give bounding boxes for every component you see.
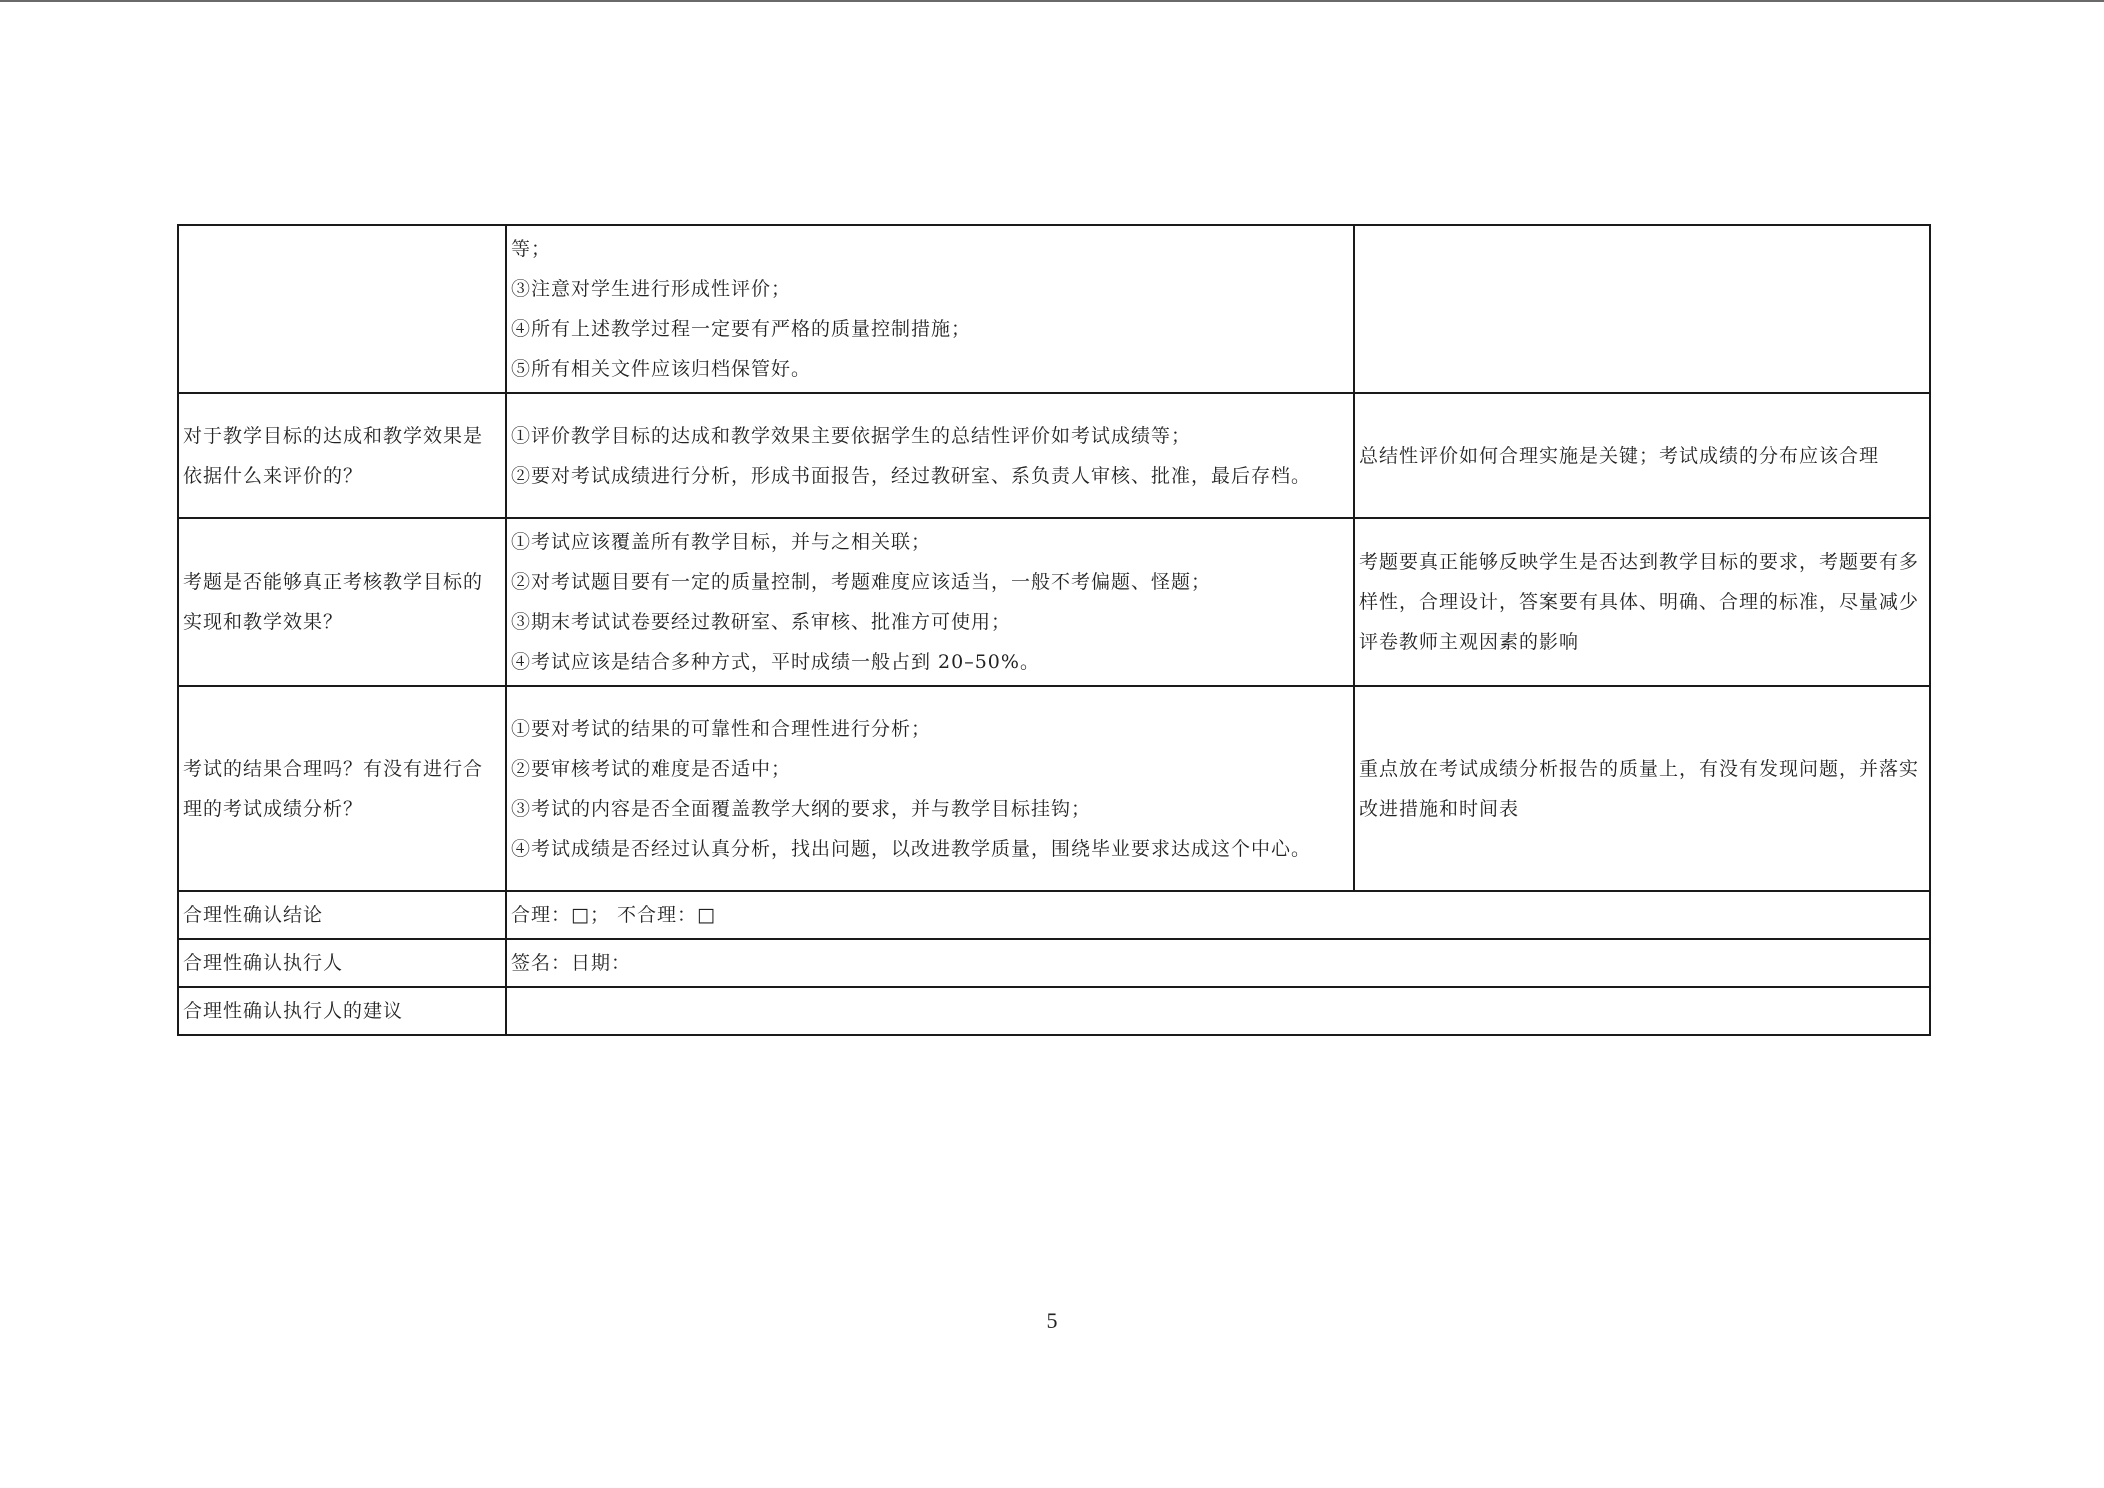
requirements-cell — [506, 393, 1354, 518]
conclusion-label: 合理性确认结论 — [178, 891, 506, 939]
conclusion-row — [178, 891, 1930, 939]
executor-signature-date: 签名：日期： — [506, 939, 1930, 987]
requirement-line: ⑤所有相关文件应该归档保管好。 — [511, 358, 812, 380]
evaluation-table — [177, 224, 1931, 1036]
executor-row — [178, 939, 1930, 987]
requirement-line: ①要对考试的结果的可靠性和合理性进行分析； — [511, 717, 932, 740]
requirement-line: ④考试成绩是否经过认真分析，找出问题，以改进教学质量，围绕毕业要求达成这个中心。 — [511, 837, 1312, 860]
table-row — [178, 518, 1930, 686]
focus-cell: 重点放在考试成绩分析报告的质量上，有没有发现问题，并落实改进措施和时间表 — [1354, 686, 1930, 891]
requirement-line: ③期末考试试卷要经过教研室、系审核、批准方可使用； — [511, 611, 1012, 633]
conclusion-value: 合理：□； 不合理：□ — [506, 891, 1930, 939]
requirement-line: ④考试应该是结合多种方式，平时成绩一般占到 20–50%。 — [511, 651, 1040, 673]
page-top-border — [0, 0, 2104, 2]
requirement-line: ④所有上述教学过程一定要有严格的质量控制措施； — [511, 318, 972, 340]
focus-cell: 考题要真正能够反映学生是否达到教学目标的要求，考题要有多样性，合理设计，答案要有具体、明确、合理的标准，尽量减少评卷教师主观因素的影响 — [1354, 518, 1930, 686]
executor-label: 合理性确认执行人 — [178, 939, 506, 987]
requirements-cell — [506, 225, 1354, 393]
focus-cell: 总结性评价如何合理实施是关键；考试成绩的分布应该合理 — [1354, 393, 1930, 518]
table-row — [178, 225, 1930, 393]
question-cell: 考试的结果合理吗？有没有进行合理的考试成绩分析？ — [178, 686, 506, 891]
table-row — [178, 686, 1930, 891]
suggestion-label: 合理性确认执行人的建议 — [178, 987, 506, 1035]
question-cell: 对于教学目标的达成和教学效果是依据什么来评价的？ — [178, 393, 506, 518]
suggestion-row — [178, 987, 1930, 1035]
requirement-line: ②要对考试成绩进行分析，形成书面报告，经过教研室、系负责人审核、批准，最后存档。 — [511, 464, 1312, 487]
table-row — [178, 393, 1930, 518]
page-number: 5 — [1046, 1308, 1058, 1333]
requirements-cell — [506, 518, 1354, 686]
requirement-line: ②要审核考试的难度是否适中； — [511, 757, 792, 780]
suggestion-value — [506, 987, 1930, 1035]
requirement-line: ①评价教学目标的达成和教学效果主要依据学生的总结性评价如考试成绩等； — [511, 424, 1192, 447]
requirement-line: ②对考试题目要有一定的质量控制，考题难度应该适当，一般不考偏题、怪题； — [511, 571, 1212, 593]
requirement-line: ③考试的内容是否全面覆盖教学大纲的要求，并与教学目标挂钩； — [511, 797, 1092, 820]
question-cell — [178, 225, 506, 393]
requirement-line: 等； — [511, 238, 552, 260]
focus-cell — [1354, 225, 1930, 393]
requirements-cell — [506, 686, 1354, 891]
requirement-line: ③注意对学生进行形成性评价； — [511, 278, 792, 300]
question-cell: 考题是否能够真正考核教学目标的实现和教学效果？ — [178, 518, 506, 686]
requirement-line: ①考试应该覆盖所有教学目标，并与之相关联； — [511, 531, 932, 553]
